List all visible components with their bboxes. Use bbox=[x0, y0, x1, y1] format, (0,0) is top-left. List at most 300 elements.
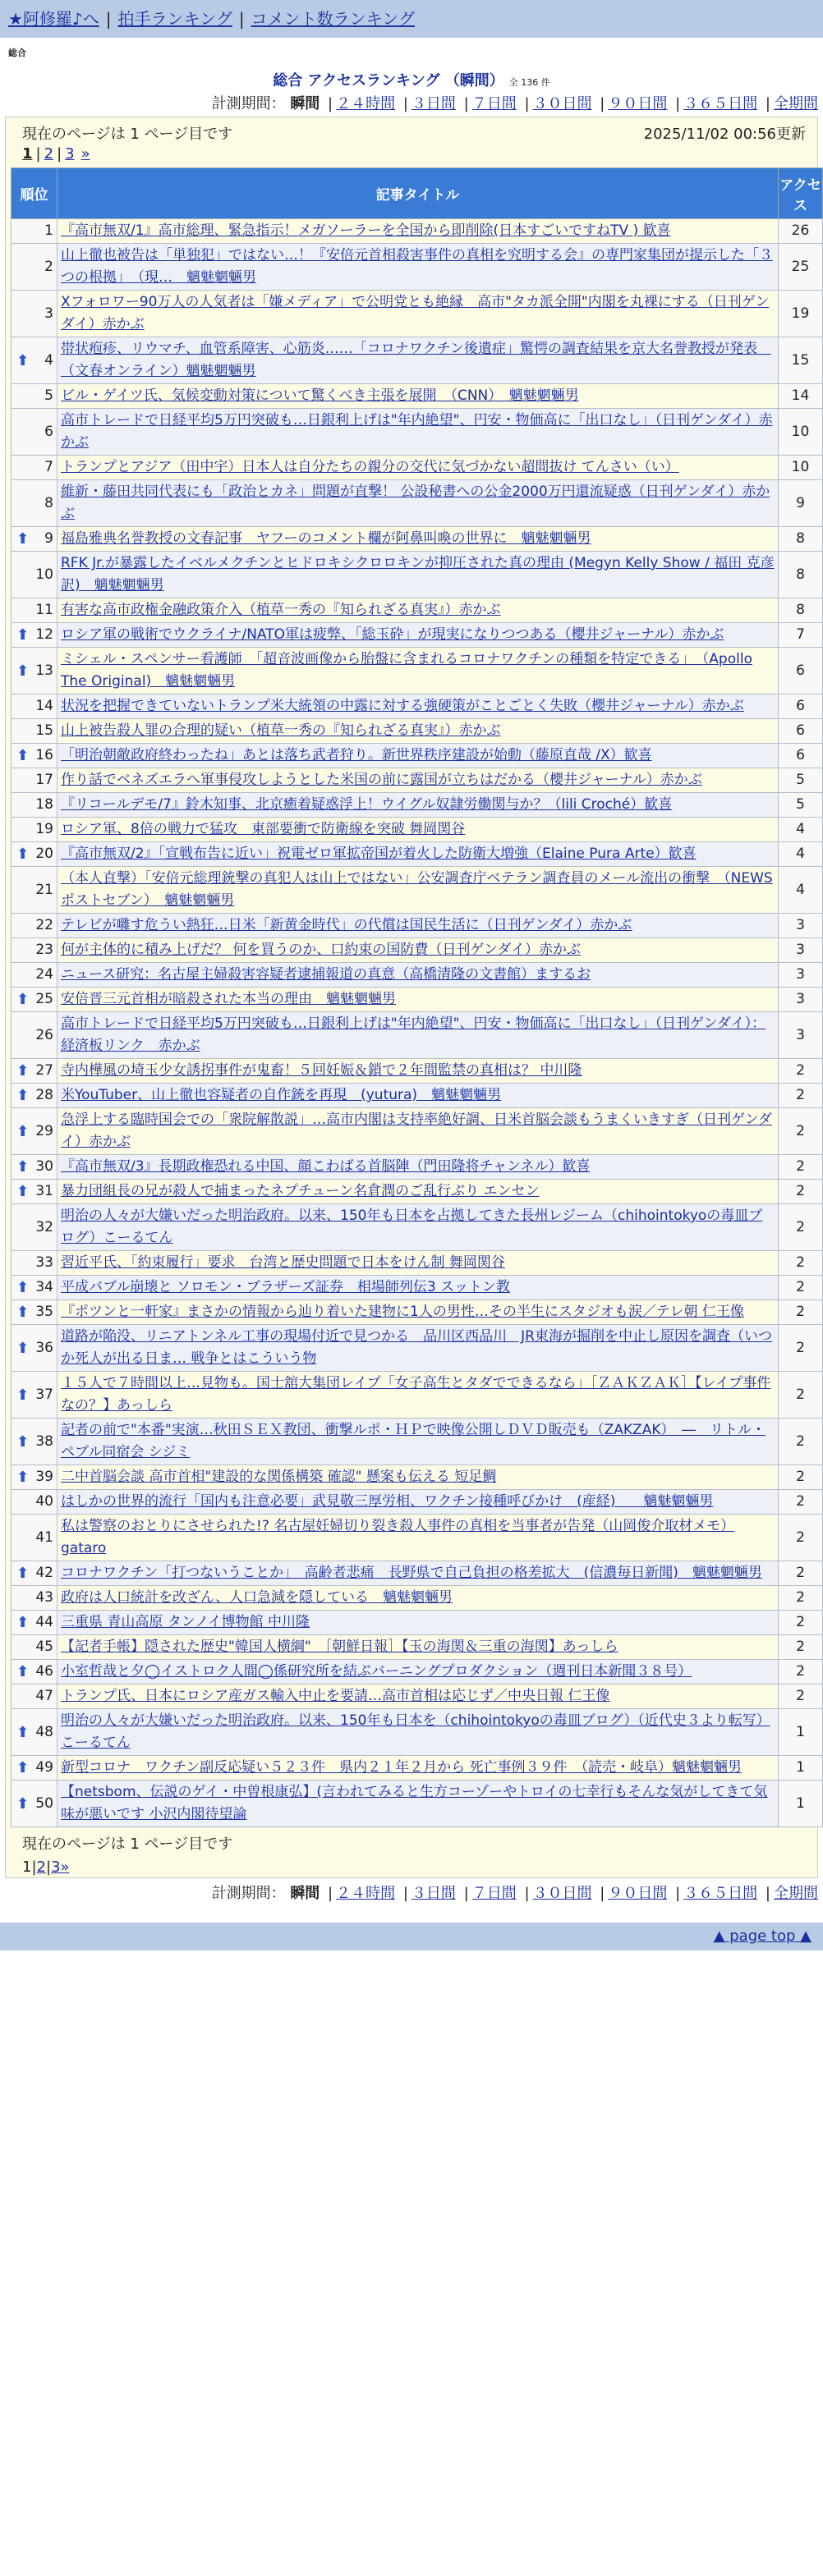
access-count: 2 bbox=[779, 1586, 823, 1611]
table-row bbox=[11, 1586, 823, 1611]
ranking-rows bbox=[11, 219, 823, 1827]
table-row bbox=[11, 1084, 823, 1108]
article-link[interactable]: 私は警察のおとりにさせられた!? 名古屋妊婦切り裂き殺人事件の真相を当事者が告発（山岡俊介取材メモ）gataro bbox=[61, 1518, 735, 1556]
rank-cell bbox=[11, 1465, 57, 1490]
rank-cell bbox=[11, 1756, 57, 1781]
current-page-text-bottom: 現在のページは 1 ページ目です bbox=[22, 1836, 233, 1853]
rank-number: 31 bbox=[35, 1183, 53, 1199]
rank-cell bbox=[11, 914, 57, 938]
article-link[interactable]: 福島雅典名誉教授の文春記事 ヤフーのコメント欄が阿鼻叫喚の世界に 魑魅魍魎男 bbox=[61, 530, 591, 547]
pager-bottom: 1|2|3» bbox=[22, 1859, 70, 1876]
article-link[interactable]: 急浮上する臨時国会での「衆院解散説」…高市内閣は支持率絶好調、日米首脳会談もうまくいきすぎ（日刊ゲンダイ）赤かぶ bbox=[61, 1112, 772, 1150]
table-row bbox=[11, 1108, 823, 1155]
access-count: 6 bbox=[779, 648, 823, 694]
article-link[interactable]: 明治の人々が大嫌いだった明治政府。以来、150年も日本を（chihointokyoの毒皿ブログ）（近代史３より転写）こーるてん bbox=[61, 1712, 770, 1751]
article-link[interactable]: 『高市無双/3』長期政権恐れる中国、顔こわばる首脳陣（門田隆将チャンネル）歓喜 bbox=[61, 1158, 591, 1175]
access-count: 2 bbox=[779, 1515, 823, 1561]
article-link[interactable]: 暴力団組長の兄が殺人で捕まったネプチューン名倉潤のご乱行ぶり エンセン bbox=[61, 1183, 540, 1199]
period-link-30d-bottom[interactable]: ３０日間 bbox=[532, 1885, 592, 1902]
table-row bbox=[11, 1635, 823, 1660]
article-link[interactable]: コロナワクチン「打つないうことか」 高齢者悲痛 長野県で自己負担の格差拡大 (信濃毎日新聞) 魑魅魍魎男 bbox=[61, 1565, 762, 1581]
article-link[interactable]: 【netsbom、伝説のゲイ・中曽根康弘】(言われてみると生方コーゾーやトロイの七幸行もそんな気がしてきて気味が悪いです 小沢内閣待望論 bbox=[61, 1784, 768, 1822]
table-row bbox=[11, 744, 823, 768]
col-header-access: アクセス bbox=[779, 168, 823, 219]
pager-link-2[interactable]: 2 bbox=[44, 145, 54, 163]
period-link-3d[interactable]: ３日間 bbox=[411, 95, 456, 112]
rank-number: 34 bbox=[35, 1279, 53, 1295]
article-link[interactable]: 『高市無双/2』「宣戦布告に近い」祝電ゼロ軍拡帝国が着火した防衛大増強（Elaine Pura Arte）歓喜 bbox=[61, 846, 697, 862]
title-cell bbox=[57, 1372, 779, 1419]
title-cell bbox=[57, 291, 779, 337]
rank-number: 28 bbox=[35, 1087, 53, 1103]
title-cell bbox=[57, 1419, 779, 1465]
rank-cell bbox=[11, 1490, 57, 1515]
rank-cell bbox=[11, 963, 57, 988]
period-link-24h[interactable]: ２４時間 bbox=[336, 95, 396, 112]
up-arrow-icon: ⬆ bbox=[16, 991, 30, 1008]
article-link[interactable]: 明治の人々が大嫌いだった明治政府。以来、150年も日本を占拠してきた長州レジーム（chihointokyoの毒皿ブログ）こーるてん bbox=[61, 1208, 763, 1246]
rank-cell bbox=[11, 988, 57, 1012]
up-arrow-icon: ⬆ bbox=[16, 1432, 30, 1451]
rank-cell bbox=[11, 1781, 57, 1827]
article-link[interactable]: ミシェル・スペンサー看護師 「超音波画像から胎盤に含まれるコロナワクチンの種類を特定できる」 （Apollo The Original) 魑魅魍魎男 bbox=[61, 651, 752, 690]
ranking-container bbox=[5, 117, 821, 1878]
table-row bbox=[11, 867, 823, 914]
rank-number: 48 bbox=[35, 1723, 53, 1740]
pager-top: 1 | 2 | 3 » bbox=[22, 145, 90, 163]
rank-number: 6 bbox=[44, 423, 53, 440]
col-header-rank: 順位 bbox=[11, 168, 57, 219]
title-cell bbox=[57, 988, 779, 1012]
rank-number: 7 bbox=[44, 459, 53, 475]
rank-cell bbox=[11, 1180, 57, 1204]
table-row bbox=[11, 938, 823, 963]
article-link[interactable]: RFK Jr.が暴露したイベルメクチンとヒドロキシクロロキンが抑圧された真の理由 (Megyn Kelly Show / 福田 克彦訳) 魑魅魍魎男 bbox=[61, 555, 775, 594]
page-top-link[interactable]: ▲ page top ▲ bbox=[713, 1927, 812, 1945]
up-arrow-icon: ⬆ bbox=[16, 1339, 30, 1357]
rank-cell bbox=[11, 480, 57, 527]
access-count: 3 bbox=[779, 988, 823, 1012]
rank-cell bbox=[11, 818, 57, 842]
article-link[interactable]: 二中首脳会談 高市首相"建設的な関係構築 確認" 懸案も伝える 短足鯛 bbox=[61, 1469, 497, 1485]
access-count: 2 bbox=[779, 1059, 823, 1084]
period-link-30d[interactable]: ３０日間 bbox=[532, 95, 592, 112]
article-link[interactable]: 『ポツンと一軒家』まさかの情報から辿り着いた建物に1人の男性…その半生にスタジオも涙／テレ朝 仁王像 bbox=[61, 1304, 744, 1320]
title-cell bbox=[57, 244, 779, 291]
article-link[interactable]: 三重県 青山高原 タンノイ博物館 中川隆 bbox=[61, 1614, 310, 1630]
table-row bbox=[11, 1059, 823, 1084]
rank-cell bbox=[11, 793, 57, 818]
rank-number: 24 bbox=[35, 966, 53, 983]
table-row bbox=[11, 818, 823, 842]
table-row bbox=[11, 1155, 823, 1180]
article-link[interactable]: 何が主体的に積み上げだ？ 何を買うのか、口約束の国防費（日刊ゲンダイ）赤かぶ bbox=[61, 942, 582, 958]
table-row bbox=[11, 1709, 823, 1756]
pager-link-3-bottom[interactable]: 3 bbox=[51, 1859, 61, 1876]
rank-number: 38 bbox=[35, 1432, 53, 1450]
rank-number: 25 bbox=[35, 991, 53, 1007]
article-link[interactable]: 記者の前で"本番"実演…秋田ＳＥＸ教団、衝撃ルポ・ＨＰで映像公開しＤＶＤ販売も（ZAKZAK） ― リトル・ペブル同宿会 シジミ bbox=[61, 1422, 766, 1460]
title-cell bbox=[57, 1108, 779, 1155]
article-link[interactable]: はしかの世界的流行「国内も注意必要」武見敬三厚労相、ワクチン接種呼びかけ (産経) 魑魅魍魎男 bbox=[61, 1493, 714, 1510]
rank-number: 30 bbox=[35, 1158, 53, 1175]
table-row bbox=[11, 988, 823, 1012]
rank-cell bbox=[11, 1561, 57, 1586]
access-count: 3 bbox=[779, 1012, 823, 1059]
up-arrow-icon: ⬆ bbox=[16, 1723, 30, 1741]
article-link[interactable]: ロシア軍、8倍の戦力で猛攻 東部要衝で防衛線を突破 舞岡関谷 bbox=[61, 821, 466, 837]
article-link[interactable]: 安倍晋三元首相が暗殺された本当の理由 魑魅魍魎男 bbox=[61, 991, 396, 1007]
article-link[interactable]: 米YouTuber、山上徹也容疑者の自作銃を再現 (yutura) 魑魅魍魎男 bbox=[61, 1087, 502, 1103]
up-arrow-icon: ⬆ bbox=[16, 1158, 30, 1176]
table-row bbox=[11, 1490, 823, 1515]
period-link-all-bottom[interactable]: 全期間 bbox=[774, 1885, 818, 1902]
rank-cell bbox=[11, 1586, 57, 1611]
table-row bbox=[11, 963, 823, 988]
period-link-90d-bottom[interactable]: ９０日間 bbox=[608, 1885, 668, 1902]
rank-cell bbox=[11, 1635, 57, 1660]
up-arrow-icon: ⬆ bbox=[16, 1279, 30, 1296]
rank-number: 13 bbox=[35, 662, 53, 679]
table-row bbox=[11, 527, 823, 552]
access-count: 1 bbox=[779, 1781, 823, 1827]
article-link[interactable]: 新型コロナ ワクチン副反応疑い５２３件 県内２１年２月から 死亡事例３９件 （読売・岐阜）魑魅魍魎男 bbox=[61, 1759, 743, 1776]
article-link[interactable]: Xフォロワー90万人の人気者は「嫌メディア」で公明党とも絶縁 高市"タカ派全開"内閣を丸裸にする（日刊ゲンダイ）赤かぶ bbox=[61, 294, 770, 332]
rank-cell bbox=[11, 384, 57, 409]
rank-number: 19 bbox=[35, 821, 53, 837]
title-cell bbox=[57, 1465, 779, 1490]
article-link[interactable]: 維新・藤田共同代表にも「政治とカネ」問題が直撃！ 公設秘書への公金2000万円還流疑惑（日刊ゲンダイ）赤かぶ bbox=[61, 484, 770, 522]
up-arrow-icon: ⬆ bbox=[16, 1469, 30, 1486]
article-link[interactable]: 作り話でベネズエラへ軍事侵攻しようとした米国の前に露国が立ちはだかる（櫻井ジャーナル）赤かぶ bbox=[61, 772, 702, 788]
article-link[interactable]: 道路が陥没、リニアトンネル工事の現場付近で見つかる 品川区西品川 JR東海が掘削を中止し原因を調査（いつか死人が出る日ま… 戦争とはこういう物 bbox=[61, 1328, 772, 1367]
up-arrow-icon: ⬆ bbox=[16, 1794, 30, 1813]
rank-cell bbox=[11, 1372, 57, 1419]
title-cell bbox=[57, 1756, 779, 1781]
access-count: 2 bbox=[779, 1276, 823, 1300]
period-selector-bottom: 計測期間： 瞬間 | ２４時間 | ３日間 | ７日間 | ３０日間 | ９０日間 | ３６５日間 | 全期間 bbox=[211, 1885, 818, 1902]
rank-number: 17 bbox=[35, 772, 53, 788]
table-row bbox=[11, 1611, 823, 1635]
table-row bbox=[11, 1180, 823, 1204]
table-row bbox=[11, 1465, 823, 1490]
title-cell bbox=[57, 768, 779, 793]
top-nav: ★阿修羅♪へ | 拍手ランキング | コメント数ランキング bbox=[0, 0, 823, 38]
article-link[interactable]: 平成バブル崩壊と ソロモン・ブラザーズ証券 相場師列伝3 スットン教 bbox=[61, 1279, 510, 1295]
table-row bbox=[11, 842, 823, 867]
table-row bbox=[11, 648, 823, 694]
period-label-bottom: 計測期間： bbox=[211, 1885, 286, 1902]
nav-link-comments[interactable]: コメント数ランキング bbox=[251, 9, 416, 29]
rank-cell bbox=[11, 842, 57, 867]
article-link[interactable]: 高市トレードで日経平均5万円突破も…日銀利上げは"年内絶望"、円安・物価高に「出口なし」（日刊ゲンダイ）赤かぶ bbox=[61, 412, 773, 451]
rank-number: 50 bbox=[35, 1794, 53, 1812]
table-row bbox=[11, 1561, 823, 1586]
title-cell bbox=[57, 938, 779, 963]
title-cell bbox=[57, 480, 779, 527]
pager-link-3[interactable]: 3 bbox=[65, 145, 75, 163]
rank-cell bbox=[11, 719, 57, 744]
status-bar bbox=[6, 117, 817, 142]
up-arrow-icon: ⬆ bbox=[16, 1663, 30, 1680]
table-row bbox=[11, 1204, 823, 1251]
page-title-row bbox=[0, 69, 823, 90]
up-arrow-icon: ⬆ bbox=[16, 530, 30, 548]
rank-number: 2 bbox=[44, 258, 53, 275]
table-row bbox=[11, 1515, 823, 1561]
nav-link-applause[interactable]: 拍手ランキング bbox=[117, 9, 232, 29]
table-row bbox=[11, 1276, 823, 1300]
title-cell bbox=[57, 818, 779, 842]
title-cell bbox=[57, 1276, 779, 1300]
up-arrow-icon: ⬆ bbox=[16, 1087, 30, 1104]
access-count: 2 bbox=[779, 1251, 823, 1276]
item-count: 全 136 件 bbox=[508, 77, 550, 88]
period-link-365d-bottom[interactable]: ３６５日間 bbox=[683, 1885, 758, 1902]
article-link[interactable]: 政府は人口統計を改ざん、人口急減を隠している 魑魅魍魎男 bbox=[61, 1589, 453, 1606]
title-cell bbox=[57, 552, 779, 598]
rank-number: 40 bbox=[35, 1493, 53, 1510]
rank-number: 15 bbox=[35, 722, 53, 739]
access-count: 1 bbox=[779, 1709, 823, 1756]
period-link-90d[interactable]: ９０日間 bbox=[608, 95, 668, 112]
article-link[interactable]: 小室哲哉と夕◯イストロク人間◯係研究所を結ぶバーニングプロダクション（週刊日本新聞３８号） bbox=[61, 1663, 692, 1680]
article-link[interactable]: 『リコールデモ/7』鈴木知事、北京癒着疑惑浮上！ウイグル奴隷労働関与か？（lili Croché）歓喜 bbox=[61, 796, 673, 813]
access-count: 25 bbox=[779, 244, 823, 291]
period-selector-top: 計測期間： 瞬間 | ２４時間 | ３日間 | ７日間 | ３０日間 | ９０日間 | ３６５日間 | 全期間 bbox=[211, 95, 818, 112]
article-link[interactable]: 「明治朝敵政府終わったね」あとは落ち武者狩り。新世界秩序建設が始動（藤原直哉 /X）歓喜 bbox=[61, 747, 652, 763]
article-link[interactable]: 帯状疱疹、リウマチ、血管系障害、心筋炎……「コロナワクチン後遺症」驚愕の調査結果を京大名誉教授が発表 （文春オンライン）魑魅魍魎男 bbox=[61, 341, 771, 379]
access-count: 9 bbox=[779, 480, 823, 527]
article-link[interactable]: ニュース研究：名古屋主婦殺害容疑者逮捕報道の真意（高橋清隆の文書館）まするお bbox=[61, 966, 591, 983]
title-cell bbox=[57, 1586, 779, 1611]
rank-cell bbox=[11, 244, 57, 291]
rank-number: 42 bbox=[35, 1565, 53, 1581]
article-link[interactable]: 高市トレードで日経平均5万円突破も…日銀利上げは"年内絶望"、円安・物価高に「出口なし」（日刊ゲンダイ）：経済板リンク 赤かぶ bbox=[61, 1015, 766, 1054]
rank-number: 16 bbox=[35, 747, 53, 763]
article-link[interactable]: １５人で７時間以上…見物も。国士舘大集団レイプ「女子高生とタダでできるなら」［ＺＡＫＺＡＫ］【レイプ事件なの？】あっしら bbox=[61, 1375, 771, 1414]
article-link[interactable]: 寺内樺風の埼玉少女誘拐事件が鬼畜！５回妊娠＆鎖で２年間監禁の真相は？ 中川隆 bbox=[61, 1062, 582, 1079]
footer-bar bbox=[0, 1923, 823, 1950]
rank-cell bbox=[11, 337, 57, 384]
rank-number: 21 bbox=[35, 881, 53, 898]
access-count: 2 bbox=[779, 1660, 823, 1684]
title-cell bbox=[57, 1180, 779, 1204]
rank-cell bbox=[11, 1611, 57, 1635]
access-count: 10 bbox=[779, 409, 823, 456]
period-link-365d[interactable]: ３６５日間 bbox=[683, 95, 758, 112]
title-cell bbox=[57, 1515, 779, 1561]
rank-number: 36 bbox=[35, 1339, 53, 1356]
access-count: 2 bbox=[779, 1684, 823, 1709]
table-row bbox=[11, 337, 823, 384]
access-count: 15 bbox=[779, 337, 823, 384]
rank-number: 4 bbox=[44, 351, 53, 369]
access-count: 8 bbox=[779, 527, 823, 552]
up-arrow-icon: ⬆ bbox=[16, 351, 30, 369]
rank-cell bbox=[11, 527, 57, 552]
title-cell bbox=[57, 1709, 779, 1756]
title-cell bbox=[57, 598, 779, 623]
access-count: 19 bbox=[779, 291, 823, 337]
updated-timestamp: 2025/11/02 00:56更新 bbox=[643, 126, 806, 143]
rank-cell bbox=[11, 409, 57, 456]
title-cell bbox=[57, 1084, 779, 1108]
article-link[interactable]: 『高市無双/1』高市総理、緊急指示！メガソーラーを全国から即削除(日本すごいですねTV ) 歓喜 bbox=[61, 222, 671, 239]
rank-cell bbox=[11, 1276, 57, 1300]
article-link[interactable]: 習近平氏、「約束履行」要求 台湾と歴史問題で日本をけん制 舞岡関谷 bbox=[61, 1254, 505, 1271]
table-row bbox=[11, 914, 823, 938]
rank-number: 49 bbox=[35, 1759, 53, 1776]
period-label: 計測期間： bbox=[211, 95, 286, 112]
period-link-7d-bottom[interactable]: ７日間 bbox=[471, 1885, 517, 1902]
access-count: 2 bbox=[779, 1204, 823, 1251]
article-link[interactable]: トランプとアジア（田中宇）日本人は自分たちの親分の交代に気づかない超間抜け てんさい（い） bbox=[61, 459, 679, 475]
rank-number: 39 bbox=[35, 1469, 53, 1485]
table-row bbox=[11, 719, 823, 744]
article-link[interactable]: 【記者手帳】隠された歴史"韓国人横綱" ［朝鮮日報］【玉の海関＆三重の海関】あっしら bbox=[61, 1639, 618, 1655]
access-count: 6 bbox=[779, 719, 823, 744]
rank-number: 44 bbox=[35, 1614, 53, 1630]
pager-link-2-bottom[interactable]: 2 bbox=[36, 1859, 46, 1876]
period-link-all[interactable]: 全期間 bbox=[774, 95, 818, 112]
rank-cell bbox=[11, 1108, 57, 1155]
rank-number: 32 bbox=[35, 1218, 53, 1235]
table-row bbox=[11, 768, 823, 793]
title-cell bbox=[57, 793, 779, 818]
rank-number: 37 bbox=[35, 1386, 53, 1403]
title-cell bbox=[57, 694, 779, 719]
access-count: 2 bbox=[779, 1561, 823, 1586]
up-arrow-icon: ⬆ bbox=[16, 846, 30, 863]
period-link-3d-bottom[interactable]: ３日間 bbox=[411, 1885, 456, 1902]
period-link-7d[interactable]: ７日間 bbox=[471, 95, 517, 112]
rank-cell bbox=[11, 291, 57, 337]
table-row bbox=[11, 793, 823, 818]
rank-number: 47 bbox=[35, 1688, 53, 1704]
article-link[interactable]: 有害な高市政権金融政策介入（植草一秀の『知られざる真実』）赤かぶ bbox=[61, 602, 501, 618]
title-cell bbox=[57, 1684, 779, 1709]
access-count: 2 bbox=[779, 1635, 823, 1660]
title-cell bbox=[57, 456, 779, 480]
access-count: 2 bbox=[779, 1465, 823, 1490]
pager-next-bottom[interactable]: » bbox=[60, 1859, 70, 1876]
title-cell bbox=[57, 527, 779, 552]
rank-number: 1 bbox=[44, 222, 53, 239]
table-row bbox=[11, 1372, 823, 1419]
article-link[interactable]: 状況を把握できていないトランプ米大統領の中露に対する強硬策がことごとく失敗（櫻井ジャーナル）赤かぶ bbox=[61, 698, 744, 714]
rank-cell bbox=[11, 1709, 57, 1756]
rank-cell bbox=[11, 938, 57, 963]
up-arrow-icon: ⬆ bbox=[16, 662, 30, 680]
table-row bbox=[11, 384, 823, 409]
access-count: 1 bbox=[779, 1756, 823, 1781]
access-count: 4 bbox=[779, 818, 823, 842]
access-count: 2 bbox=[779, 1108, 823, 1155]
article-link[interactable]: ロシア軍の戦術でウクライナ/NATO軍は疲弊、「総玉砕」が現実になりつつある（櫻井ジャーナル）赤かぶ bbox=[61, 626, 724, 643]
title-cell bbox=[57, 963, 779, 988]
rank-number: 35 bbox=[35, 1304, 53, 1320]
rank-cell bbox=[11, 623, 57, 648]
rank-number: 41 bbox=[35, 1529, 53, 1546]
access-count: 4 bbox=[779, 867, 823, 914]
up-arrow-icon: ⬆ bbox=[16, 1614, 30, 1631]
title-cell bbox=[57, 648, 779, 694]
title-cell bbox=[57, 409, 779, 456]
table-row bbox=[11, 291, 823, 337]
rank-cell bbox=[11, 1059, 57, 1084]
article-link[interactable]: ビル・ゲイツ氏、気候変動対策について驚くべき主張を展開 （CNN） 魑魅魍魎男 bbox=[61, 387, 579, 404]
rank-cell bbox=[11, 219, 57, 244]
access-count: 10 bbox=[779, 456, 823, 480]
rank-cell bbox=[11, 694, 57, 719]
access-count: 26 bbox=[779, 219, 823, 244]
access-count: 3 bbox=[779, 938, 823, 963]
access-count: 2 bbox=[779, 1325, 823, 1372]
article-link[interactable]: テレビが囃す危うい熱狂…日米「新黄金時代」の代償は国民生活に（日刊ゲンダイ）赤かぶ bbox=[61, 917, 632, 933]
table-row bbox=[11, 409, 823, 456]
rank-number: 26 bbox=[35, 1026, 53, 1043]
article-link[interactable]: 山上徹也被告は「単独犯」ではない…！『安倍元首相殺害事件の真相を究明する会』の専門家集団が提示した「３つの根拠」 （現… 魑魅魍魎男 bbox=[61, 247, 773, 286]
rank-number: 10 bbox=[35, 566, 53, 583]
table-row bbox=[11, 1300, 823, 1325]
table-row bbox=[11, 552, 823, 598]
rank-number: 43 bbox=[35, 1589, 53, 1606]
period-current: 瞬間 bbox=[290, 95, 320, 112]
up-arrow-icon: ⬆ bbox=[16, 1304, 30, 1321]
table-row bbox=[11, 244, 823, 291]
title-cell bbox=[57, 1204, 779, 1251]
status-bar-bottom bbox=[6, 1827, 817, 1854]
title-cell bbox=[57, 1781, 779, 1827]
period-link-24h-bottom[interactable]: ２４時間 bbox=[336, 1885, 396, 1902]
table-row bbox=[11, 1419, 823, 1465]
pager-next[interactable]: » bbox=[80, 145, 90, 163]
category-label: 総合 bbox=[8, 48, 26, 58]
table-row bbox=[11, 1012, 823, 1059]
rank-number: 18 bbox=[35, 796, 53, 813]
rank-cell bbox=[11, 1012, 57, 1059]
rank-number: 29 bbox=[35, 1122, 53, 1139]
rank-cell bbox=[11, 1325, 57, 1372]
title-cell bbox=[57, 1155, 779, 1180]
title-cell bbox=[57, 1059, 779, 1084]
title-cell bbox=[57, 384, 779, 409]
pager-current-bottom: 1 bbox=[22, 1859, 32, 1876]
up-arrow-icon: ⬆ bbox=[16, 1122, 30, 1140]
up-arrow-icon: ⬆ bbox=[16, 1183, 30, 1200]
title-cell bbox=[57, 1012, 779, 1059]
table-row bbox=[11, 456, 823, 480]
rank-number: 46 bbox=[35, 1663, 53, 1680]
article-link[interactable]: （本人直撃）「安倍元総理銃撃の真犯人は山上ではない」公安調査庁ベテラン調査員のメール流出の衝撃 （NEWSポストセブン） 魑魅魍魎男 bbox=[61, 870, 773, 909]
title-cell bbox=[57, 337, 779, 384]
title-cell bbox=[57, 1300, 779, 1325]
table-row bbox=[11, 1781, 823, 1827]
ranking-table bbox=[11, 167, 823, 1827]
rank-cell bbox=[11, 1660, 57, 1684]
article-link[interactable]: 山上被告殺人罪の合理的疑い（植草一秀の『知られざる真実』）赤かぶ bbox=[61, 722, 501, 739]
rank-cell bbox=[11, 1300, 57, 1325]
rank-number: 27 bbox=[35, 1062, 53, 1079]
access-count: 2 bbox=[779, 1180, 823, 1204]
table-row bbox=[11, 1756, 823, 1781]
access-count: 6 bbox=[779, 744, 823, 768]
article-link[interactable]: トランプ氏、日本にロシア産ガス輸入中止を要請…高市首相は応じず／中央日報 仁王像 bbox=[61, 1688, 610, 1704]
table-row bbox=[11, 623, 823, 648]
access-count: 8 bbox=[779, 598, 823, 623]
home-link[interactable]: ★阿修羅♪へ bbox=[8, 9, 99, 29]
